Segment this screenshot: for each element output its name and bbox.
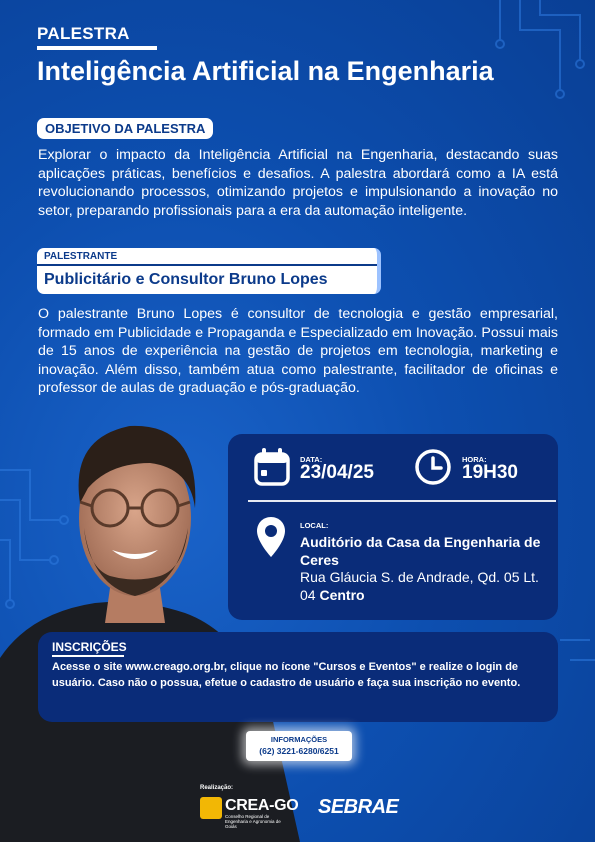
crea-subtitle: Conselho Regional de Engenharia e Agronomia de Goiás	[225, 814, 281, 829]
registration-text: Acesse o site www.creago.org.br, clique no ícone "Cursos e Eventos" e realize o login de usuário. Caso não o possua, efetue o cadastro de usuário e faça sua inscrição no evento.	[52, 661, 521, 689]
address-text: Rua Gláucia S. de Andrade, Qd. 05 Lt. 04	[300, 569, 539, 603]
time-label: HORA:	[462, 455, 487, 464]
crea-logo-icon	[200, 797, 222, 819]
objective-text: Explorar o impacto da Inteligência Artificial na Engenharia, destacando suas aplicações práticas, benefícios e desafios. A palestra abordará como a IA está revolucionando processos, otimizando projetos e impulsionando a inovação no setor, preparando profissionais para a era da automação inteligente.	[38, 147, 558, 219]
sebrae-logo: SEBRAE	[318, 796, 399, 818]
speaker-divider	[37, 264, 377, 266]
card-divider	[248, 500, 556, 502]
calendar-icon	[254, 448, 290, 486]
speaker-label: PALESTRANTE	[44, 251, 118, 262]
page-title: Inteligência Artificial na Engenharia	[37, 56, 494, 86]
registration-underline	[52, 655, 124, 657]
location-pin-icon	[256, 516, 286, 558]
date-value: 23/04/25	[300, 462, 374, 483]
crea-logo: CREA-GO	[225, 797, 299, 814]
event-type-label: PALESTRA	[37, 24, 130, 43]
location-address	[300, 568, 550, 604]
speaker-bio: O palestrante Bruno Lopes é consultor de tecnologia e gestão empresarial, formado em Publicidade e Propaganda e Especializado em Inovação. Possui mais de 15 anos de experiência na gestão de projetos em tecnologia, marketing e inovação. Além disso, também atua como palestrante, facilitador de oficinas e professor de aulas de graduação e pós-graduação.	[38, 306, 558, 397]
info-box	[246, 731, 352, 761]
info-label: INFORMAÇÕES	[270, 735, 328, 744]
info-phone: (62) 3221-6280/6251	[259, 746, 339, 756]
district-text: Centro	[319, 587, 365, 603]
location-name: Auditório da Casa da Engenharia de Ceres	[300, 534, 541, 568]
kicker-underline	[37, 46, 157, 50]
registration-title: INSCRIÇÕES	[52, 640, 127, 654]
speaker-name: Publicitário e Consultor Bruno Lopes	[44, 271, 328, 288]
objective-label: OBJETIVO DA PALESTRA	[37, 118, 213, 139]
realization-label: Realização:	[200, 785, 234, 791]
time-value: 19H30	[462, 462, 518, 483]
date-label: DATA:	[300, 455, 323, 464]
location-label: LOCAL:	[300, 521, 329, 530]
clock-icon	[414, 448, 452, 486]
